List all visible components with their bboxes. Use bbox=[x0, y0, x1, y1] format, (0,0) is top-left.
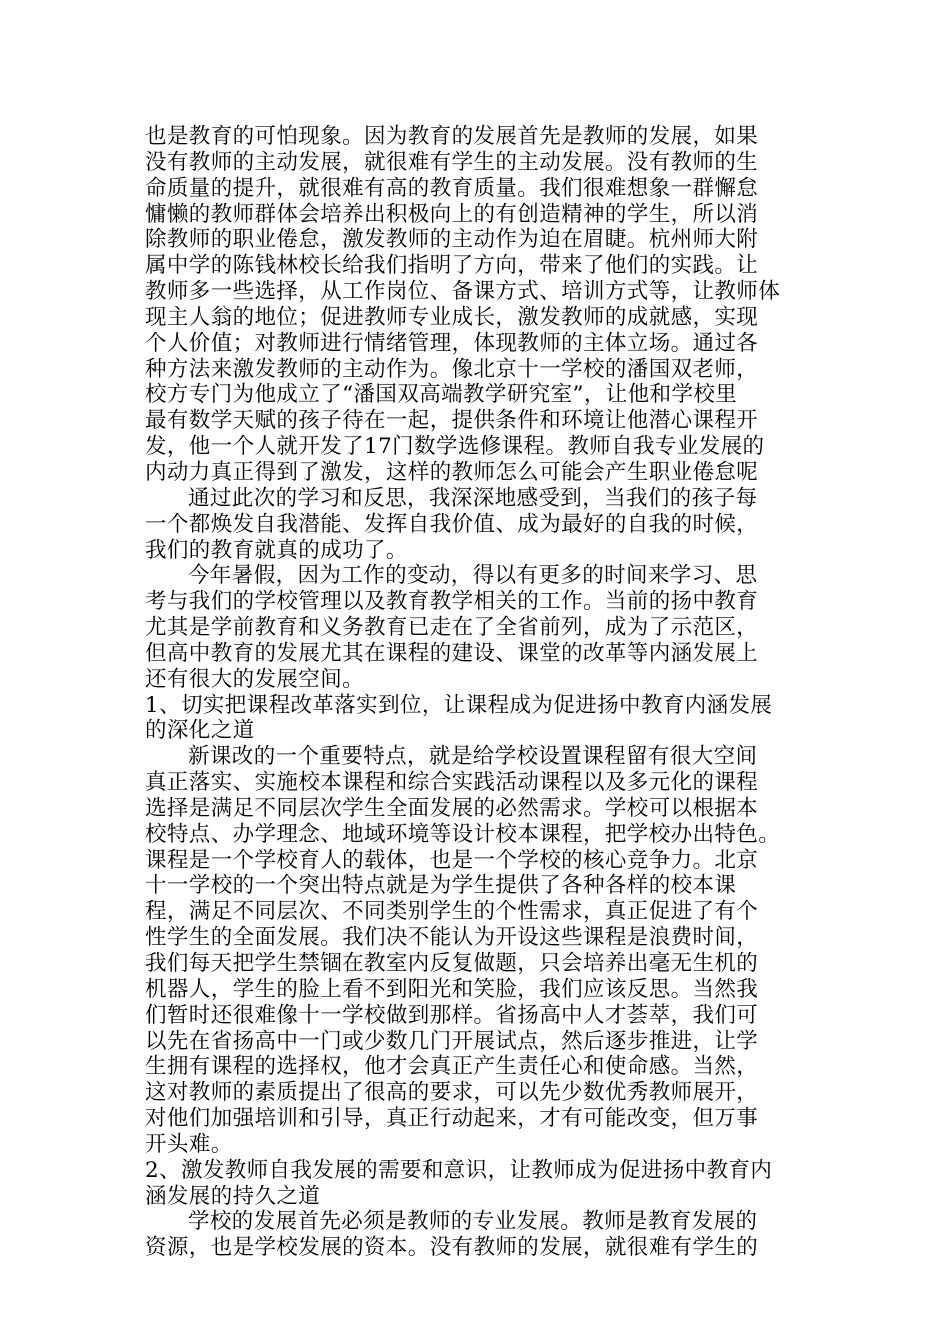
text-line: 今年暑假，因为工作的变动，得以有更多的时间来学习、思 bbox=[188, 563, 758, 589]
text-line: 没有教师的主动发展，就很难有学生的主动发展。没有教师的生 bbox=[145, 149, 759, 175]
text-line: 考与我们的学校管理以及教育教学相关的工作。当前的扬中教育 bbox=[145, 589, 759, 615]
text-line: 内动力真正得到了激发，这样的教师怎么可能会产生职业倦怠呢 bbox=[145, 459, 759, 485]
text-line: 现主人翁的地位；促进教师专业成长，激发教师的成就感，实现 bbox=[145, 304, 759, 330]
text-line: 性学生的全面发展。我们决不能认为开设这些课程是浪费时间， bbox=[145, 925, 759, 951]
document-body bbox=[145, 124, 813, 1261]
text-line: 但高中教育的发展尤其在课程的建设、课堂的改革等内涵发展上 bbox=[145, 640, 759, 666]
text-line: 对他们加强培训和引导，真正行动起来，才有可能改变，但万事 bbox=[145, 1106, 759, 1132]
text-line: 校特点、办学理念、地域环境等设计校本课程，把学校办出特色。 bbox=[145, 821, 781, 847]
text-line: 一个都焕发自我潜能、发挥自我价值、成为最好的自我的时候， bbox=[145, 511, 759, 537]
text-line: 尤其是学前教育和义务教育已走在了全省前列，成为了示范区， bbox=[145, 615, 759, 641]
text-line: 种方法来激发教师的主动作为。像北京十一学校的潘国双老师， bbox=[145, 356, 759, 382]
text-line: 资源，也是学校发展的资本。没有教师的发展，就很难有学生的 bbox=[145, 1235, 759, 1261]
text-line: 我们的教育就真的成功了。 bbox=[145, 537, 408, 563]
text-line: 新课改的一个重要特点，就是给学校设置课程留有很大空间 bbox=[188, 744, 758, 770]
text-line: 命质量的提升，就很难有高的教育质量。我们很难想象一群懈怠 bbox=[145, 175, 759, 201]
text-line: 慵懒的教师群体会培养出积极向上的有创造精神的学生，所以消 bbox=[145, 201, 759, 227]
text-line: 还有很大的发展空间。 bbox=[145, 666, 365, 692]
text-line: 发，他一个人就开发了17门数学选修课程。教师自我专业发展的 bbox=[145, 434, 765, 460]
text-line: 程，满足不同层次、不同类别学生的个性需求，真正促进了有个 bbox=[145, 899, 759, 925]
text-line: 选择是满足不同层次学生全面发展的必然需求。学校可以根据本 bbox=[145, 795, 759, 821]
text-line: 1、切实把课程改革落实到位，让课程成为促进扬中教育内涵发展 bbox=[145, 692, 773, 718]
text-line: 以先在省扬高中一门或少数几门开展试点，然后逐步推进，让学 bbox=[145, 1028, 759, 1054]
text-line: 课程是一个学校育人的载体，也是一个学校的核心竞争力。北京 bbox=[145, 847, 759, 873]
text-line: 的深化之道 bbox=[145, 718, 255, 744]
text-line: 我们每天把学生禁锢在教室内反复做题，只会培养出毫无生机的 bbox=[145, 951, 759, 976]
text-line: 生拥有课程的选择权，他才会真正产生责任心和使命感。当然， bbox=[145, 1054, 759, 1080]
text-line: 除教师的职业倦怠，激发教师的主动作为迫在眉睫。杭州师大附 bbox=[145, 227, 759, 253]
text-line: 2、激发教师自我发展的需要和意识，让教师成为促进扬中教育内 bbox=[145, 1157, 773, 1183]
text-line: 最有数学天赋的孩子待在一起，提供条件和环境让他潜心课程开 bbox=[145, 408, 759, 434]
text-line: 校方专门为他成立了“潘国双高端教学研究室”，让他和学校里 bbox=[145, 382, 738, 408]
text-line: 真正落实、实施校本课程和综合实践活动课程以及多元化的课程 bbox=[145, 770, 759, 796]
text-line: 们暂时还很难像十一学校做到那样。省扬高中人才荟萃，我们可 bbox=[145, 1002, 759, 1028]
text-line: 涵发展的持久之道 bbox=[145, 1183, 321, 1209]
text-line: 通过此次的学习和反思，我深深地感受到，当我们的孩子每 bbox=[188, 485, 758, 511]
text-line: 开头难。 bbox=[145, 1131, 233, 1157]
text-line: 教师多一些选择，从工作岗位、备课方式、培训方式等，让教师体 bbox=[145, 279, 781, 305]
text-line: 十一学校的一个突出特点就是为学生提供了各种各样的校本课 bbox=[145, 873, 737, 899]
text-line: 这对教师的素质提出了很高的要求，可以先少数优秀教师展开， bbox=[145, 1080, 759, 1106]
text-line: 也是教育的可怕现象。因为教育的发展首先是教师的发展，如果 bbox=[145, 124, 759, 149]
text-line: 个人价值；对教师进行情绪管理，体现教师的主体立场。通过各 bbox=[145, 330, 759, 356]
text-line: 学校的发展首先必须是教师的专业发展。教师是教育发展的 bbox=[188, 1209, 758, 1235]
text-line: 属中学的陈钱林校长给我们指明了方向，带来了他们的实践。让 bbox=[145, 253, 759, 279]
text-line: 机器人，学生的脸上看不到阳光和笑脸，我们应该反思。当然我 bbox=[145, 976, 759, 1002]
